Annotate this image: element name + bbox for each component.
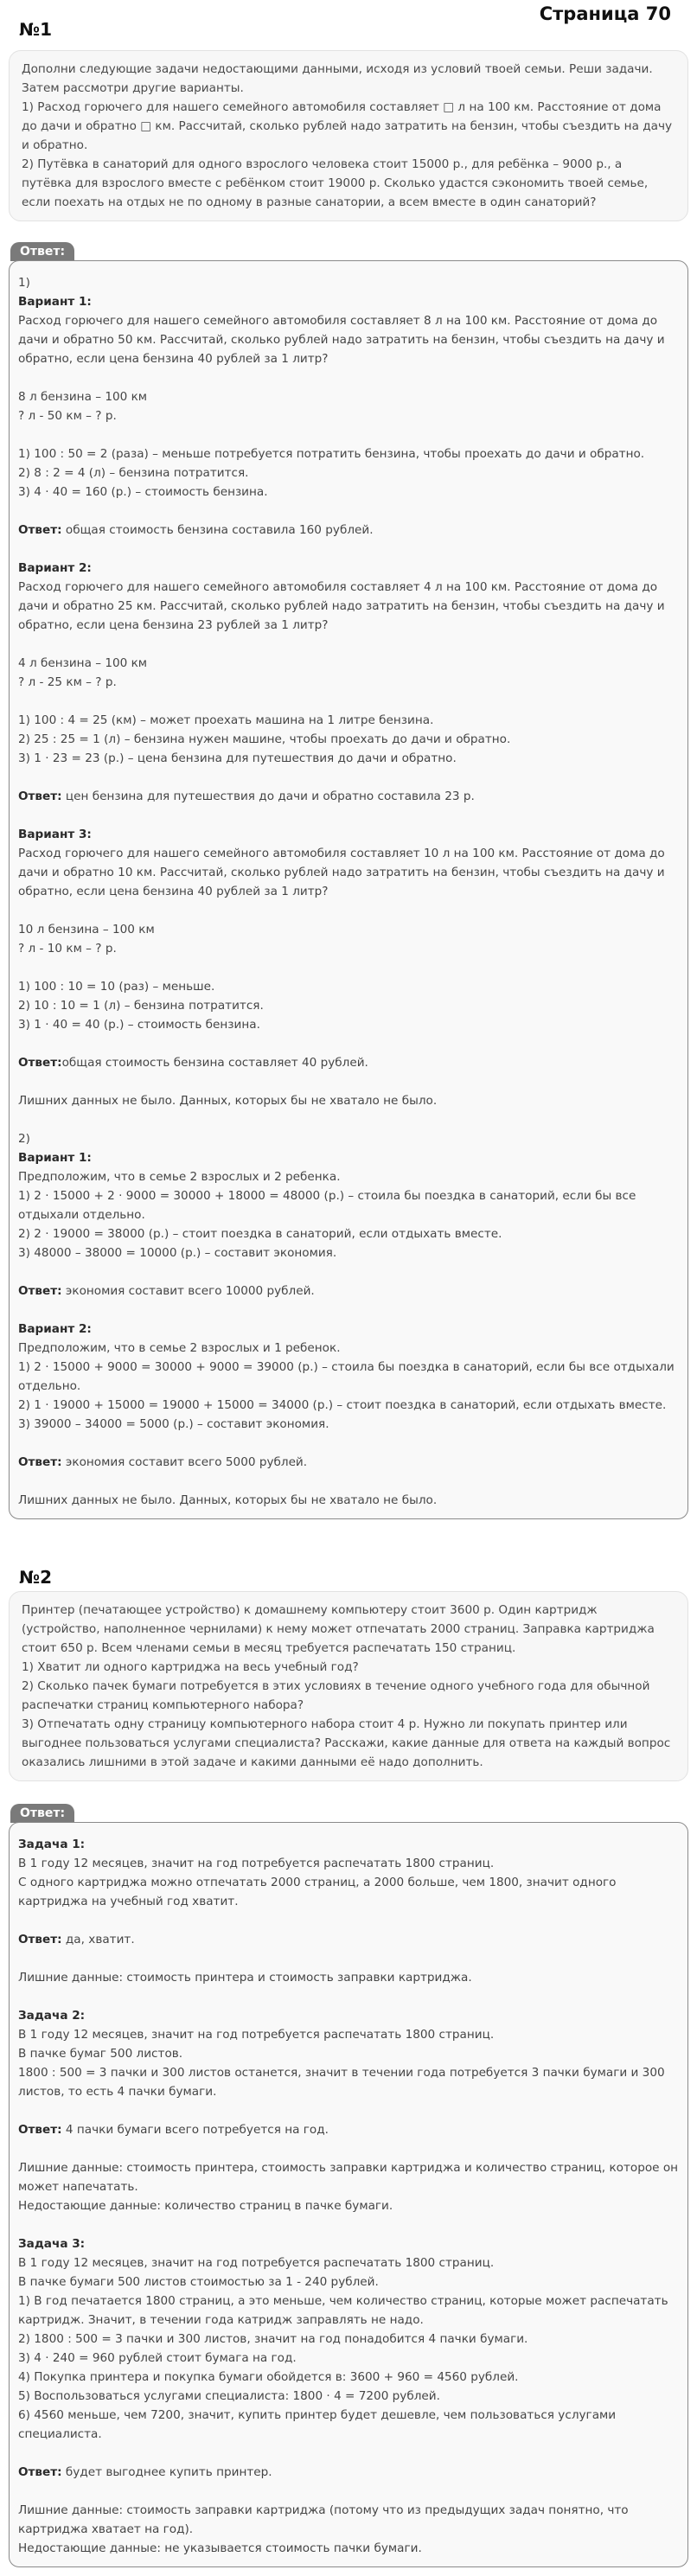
answer-text: экономия составит всего 5000 рублей. xyxy=(61,1455,308,1469)
solution-line: 2) 10 : 10 = 1 (л) – бензина потратится. xyxy=(18,999,264,1013)
solution-line: 2) 1 · 19000 + 15000 = 19000 + 15000 = 34000 (р.) – стоит поездка в санаторий, если отдыхать вместе. xyxy=(18,1398,667,1412)
task-2-answer-tab: Ответ: xyxy=(10,1804,74,1823)
solution-line: 1) 100 : 50 = 2 (раза) – меньше потребуется потратить бензина, чтобы проехать до дачи и обратно. xyxy=(18,447,645,461)
solution-heading: Вариант 2: xyxy=(18,1322,92,1336)
solution-line: 3) 4 · 40 = 160 (р.) – стоимость бензина. xyxy=(18,485,268,499)
solution-line: Расход горючего для нашего семейного автомобиля составляет 8 л на 100 км. Расстояние от дома до дачи и обратно 50 км. Рассчитай, сколько рублей надо затратить на бензин, чтобы съездить на дачу и обратно, если цена бензина 40 рублей за 1 литр? xyxy=(18,314,668,366)
solution-line: 1800 : 500 = 3 пачки и 300 листов останется, значит в течении года потребуется 3 пачки бумаги и 300 листов, то есть 4 пачки бумаги. xyxy=(18,2066,668,2099)
solution-heading: Вариант 1: xyxy=(18,295,92,309)
solution-line: Предположим, что в семье 2 взрослых и 1 ребенок. xyxy=(18,1341,341,1355)
task-1-condition xyxy=(9,50,688,221)
blank-line xyxy=(18,368,679,387)
blank-line xyxy=(18,540,679,559)
solution-line: 3) 48000 – 38000 = 10000 (р.) – составит экономия. xyxy=(18,1246,337,1260)
solution-line: 6) 4560 меньше, чем 7200, значит, купить принтер будет дешевле, чем пользоваться услугами специалиста. xyxy=(18,2408,620,2441)
answer-label: Ответ: xyxy=(18,2465,62,2479)
answer-text: цен бензина для путешествия до дачи и обратно составила 23 р. xyxy=(61,789,475,803)
condition-paragraph: 3) Отпечатать одну страницу компьютерного набора стоит 4 р. Нужно ли покупать принтер или выгоднее пользоваться услугами специалиста? Расскажи, какие данные для ответа на каждый вопрос оказались лишними в этой задаче и какими данными её надо дополнить. xyxy=(22,1717,671,1769)
blank-line xyxy=(18,2139,679,2158)
solution-line: В пачке бумаг 500 листов. xyxy=(18,2047,183,2061)
blank-line xyxy=(18,1262,679,1282)
answer-conclusion xyxy=(18,1930,679,1949)
solution-line: ? л - 50 км – ? р. xyxy=(18,409,117,423)
blank-line xyxy=(18,1434,679,1453)
blank-line xyxy=(18,1472,679,1491)
task-1-number: №1 xyxy=(19,19,52,40)
solution-line: 1) 2 · 15000 + 9000 = 30000 + 9000 = 39000 (р.) – стоила бы поездка в санаторий, если бы все отдыхали отдельно. xyxy=(18,1360,679,1393)
condition-paragraph: 1) Расход горючего для нашего семейного автомобиля составляет □ л на 100 км. Расстояние от дома до дачи и обратно □ км. Рассчитай, сколько рублей надо затратить на бензин, чтобы съездить на дачу и обратно. xyxy=(22,100,673,152)
solution-line: 1) 100 : 4 = 25 (км) – может проехать машина на 1 литре бензина. xyxy=(18,713,434,727)
solution-line: Лишних данных не было. Данных, которых бы не хватало не было. xyxy=(18,1094,438,1108)
solution-line: 2) 8 : 2 = 4 (л) – бензина потратится. xyxy=(18,466,249,480)
answer-label: Ответ: xyxy=(18,1933,62,1946)
answer-text: 4 пачки бумаги всего потребуется на год. xyxy=(61,2123,329,2137)
answer-label: Ответ: xyxy=(18,2123,62,2137)
answer-conclusion xyxy=(18,1453,679,1472)
answer-text: будет выгоднее купить принтер. xyxy=(61,2465,272,2479)
solution-line: 2) xyxy=(18,1132,30,1146)
solution-line: Лишние данные: стоимость принтера и стоимость заправки картриджа. xyxy=(18,1971,472,1985)
blank-line xyxy=(18,806,679,825)
solution-line: Лишние данные: стоимость заправки картриджа (потому что из предыдущих задач понятно, что картриджа хватает на год). xyxy=(18,2503,632,2536)
solution-line: Расход горючего для нашего семейного автомобиля составляет 4 л на 100 км. Расстояние от дома до дачи и обратно 25 км. Рассчитай, сколько рублей надо затратить на бензин, чтобы съездить на дачу и обратно, если цена бензина 23 рублей за 1 литр? xyxy=(18,580,668,632)
blank-line xyxy=(18,1911,679,1930)
solution-line: 3) 1 · 23 = 23 (р.) – цена бензина для путешествия до дачи и обратно. xyxy=(18,751,457,765)
solution-line: 1) 100 : 10 = 10 (раз) – меньше. xyxy=(18,980,215,994)
condition-paragraph: 1) Хватит ли одного картриджа на весь учебный год? xyxy=(22,1660,359,1674)
condition-paragraph: 2) Сколько пачек бумаги потребуется в этих условиях в течение одного учебного года для обычной распечатки страниц компьютерного набора? xyxy=(22,1679,650,1712)
blank-line xyxy=(18,1987,679,2006)
blank-line xyxy=(18,502,679,521)
solution-heading: Вариант 3: xyxy=(18,828,92,841)
solution-line: 5) Воспользоваться услугами специалиста: 1800 · 4 = 7200 рублей. xyxy=(18,2389,440,2403)
answer-label: Ответ: xyxy=(18,1455,62,1469)
blank-line xyxy=(18,901,679,920)
answer-conclusion xyxy=(18,2463,679,2482)
solution-line: 2) 1800 : 500 = 3 пачки и 300 листов, значит на год понадобится 4 пачки бумаги. xyxy=(18,2332,528,2346)
answer-label: Ответ: xyxy=(18,523,62,537)
blank-line xyxy=(18,2215,679,2234)
answer-conclusion xyxy=(18,2120,679,2139)
answer-text: да, хватит. xyxy=(61,1933,135,1946)
condition-paragraph: Принтер (печатающее устройство) к домашнему компьютеру стоит 3600 р. Один картридж (устройство, наполненное чернилами) к нему может отпечатать 2000 страниц. Заправка картриджа стоит 650 р. Всем членами семьи в месяц требуется распечатать 150 страниц. xyxy=(22,1603,655,1655)
solution-heading: Задача 3: xyxy=(18,2237,86,2251)
blank-line xyxy=(18,1034,679,1053)
solution-heading: Задача 1: xyxy=(18,1838,86,1851)
blank-line xyxy=(18,958,679,977)
solution-line: В 1 году 12 месяцев, значит на год потребуется распечатать 1800 страниц. xyxy=(18,2028,495,2042)
answer-text: общая стоимость бензина составила 160 рублей. xyxy=(61,523,374,537)
solution-line: Лишние данные: стоимость принтера, стоимость заправки картриджа и количество страниц, которое он может напечатать. xyxy=(18,2161,682,2194)
solution-line: 8 л бензина – 100 км xyxy=(18,390,148,404)
solution-line: 4) Покупка принтера и покупка бумаги обойдется в: 3600 + 960 = 4560 рублей. xyxy=(18,2370,519,2384)
blank-line xyxy=(18,425,679,444)
solution-heading: Задача 2: xyxy=(18,2009,86,2023)
blank-line xyxy=(18,1072,679,1091)
solution-line: 3) 4 · 240 = 960 рублей стоит бумага на год. xyxy=(18,2351,297,2365)
solution-line: ? л - 25 км – ? р. xyxy=(18,675,117,689)
blank-line xyxy=(18,1301,679,1320)
solution-line: 2) 2 · 19000 = 38000 (р.) – стоит поездка в санаторий, если отдыхать вместе. xyxy=(18,1227,502,1241)
answer-text: экономия составит всего 10000 рублей. xyxy=(61,1284,315,1298)
blank-line xyxy=(18,2101,679,2120)
task-1-answer-tab: Ответ: xyxy=(10,242,74,261)
solution-heading: Вариант 1: xyxy=(18,1151,92,1165)
solution-line: 1) xyxy=(18,276,30,290)
solution-heading: Вариант 2: xyxy=(18,561,92,575)
solution-line: В 1 году 12 месяцев, значит на год потребуется распечатать 1800 страниц. xyxy=(18,1857,495,1870)
blank-line xyxy=(18,2482,679,2501)
blank-line xyxy=(18,635,679,654)
solution-line: Расход горючего для нашего семейного автомобиля составляет 10 л на 100 км. Расстояние от дома до дачи и обратно 10 км. Рассчитай, сколько рублей надо затратить на бензин, чтобы съездить на дачу и обратно, если цена бензина 40 рублей за 1 литр? xyxy=(18,847,669,898)
solution-line: 3) 39000 – 34000 = 5000 (р.) – составит экономия. xyxy=(18,1417,329,1431)
answer-conclusion xyxy=(18,521,679,540)
answer-label: Ответ: xyxy=(18,1056,62,1070)
solution-line: В 1 году 12 месяцев, значит на год потребуется распечатать 1800 страниц. xyxy=(18,2256,495,2270)
solution-line: 4 л бензина – 100 км xyxy=(18,656,148,670)
page-number-title: Страница 70 xyxy=(539,3,671,24)
answer-conclusion xyxy=(18,787,679,806)
solution-line: 2) 25 : 25 = 1 (л) – бензина нужен машине, чтобы проехать до дачи и обратно. xyxy=(18,732,511,746)
solution-line: Лишних данных не было. Данных, которых бы не хватало не было. xyxy=(18,1493,438,1507)
condition-paragraph: Дополни следующие задачи недостающими данными, исходя из условий твоей семьи. Реши задачи. Затем рассмотри другие варианты. xyxy=(22,62,653,95)
task-1-answer-box xyxy=(9,260,688,1519)
blank-line xyxy=(18,2444,679,2463)
solution-line: 10 л бензина – 100 км xyxy=(18,923,155,936)
answer-text: общая стоимость бензина составляет 40 рублей. xyxy=(61,1056,368,1070)
answer-conclusion xyxy=(18,1053,679,1072)
blank-line xyxy=(18,692,679,711)
task-2-answer-box xyxy=(9,1822,688,2567)
solution-line: Недостающие данные: не указывается стоимость пачки бумаги. xyxy=(18,2541,422,2555)
condition-paragraph: 2) Путёвка в санаторий для одного взрослого человека стоит 15000 р., для ребёнка – 9000 р., а путёвка для взрослого вместе с ребёнком стоит 19000 р. Сколько удастся сэкономить твоей семье, если поехать на отдых не по одному в разные санатории, а всем вместе в один санаторий? xyxy=(22,157,649,209)
solution-line: ? л - 10 км – ? р. xyxy=(18,942,117,956)
solution-line: В пачке бумаги 500 листов стоимостью за 1 - 240 рублей. xyxy=(18,2275,379,2289)
blank-line xyxy=(18,1949,679,1968)
solution-line: 1) 2 · 15000 + 2 · 9000 = 30000 + 18000 = 48000 (р.) – стоила бы поездка в санаторий, если бы все отдыхали отдельно. xyxy=(18,1189,640,1222)
blank-line xyxy=(18,768,679,787)
solution-line: С одного картриджа можно отпечатать 2000 страниц, а 2000 больше, чем 1800, значит одного картриджа на учебный год хватит. xyxy=(18,1876,620,1908)
solution-line: 1) В год печатается 1800 страниц, а это меньше, чем количество страниц, которые может распечатать картридж. Значит, в течении года катридж заправлять не надо. xyxy=(18,2294,672,2327)
solution-line: Недостающие данные: количество страниц в пачке бумаги. xyxy=(18,2199,393,2213)
solution-line: Предположим, что в семье 2 взрослых и 2 ребенка. xyxy=(18,1170,341,1184)
answer-label: Ответ: xyxy=(18,789,62,803)
task-2-number: №2 xyxy=(19,1567,52,1588)
answer-label: Ответ: xyxy=(18,1284,62,1298)
answer-conclusion xyxy=(18,1282,679,1301)
solution-line: 3) 1 · 40 = 40 (р.) – стоимость бензина. xyxy=(18,1018,260,1032)
blank-line xyxy=(18,1110,679,1129)
task-2-condition xyxy=(9,1591,688,1781)
